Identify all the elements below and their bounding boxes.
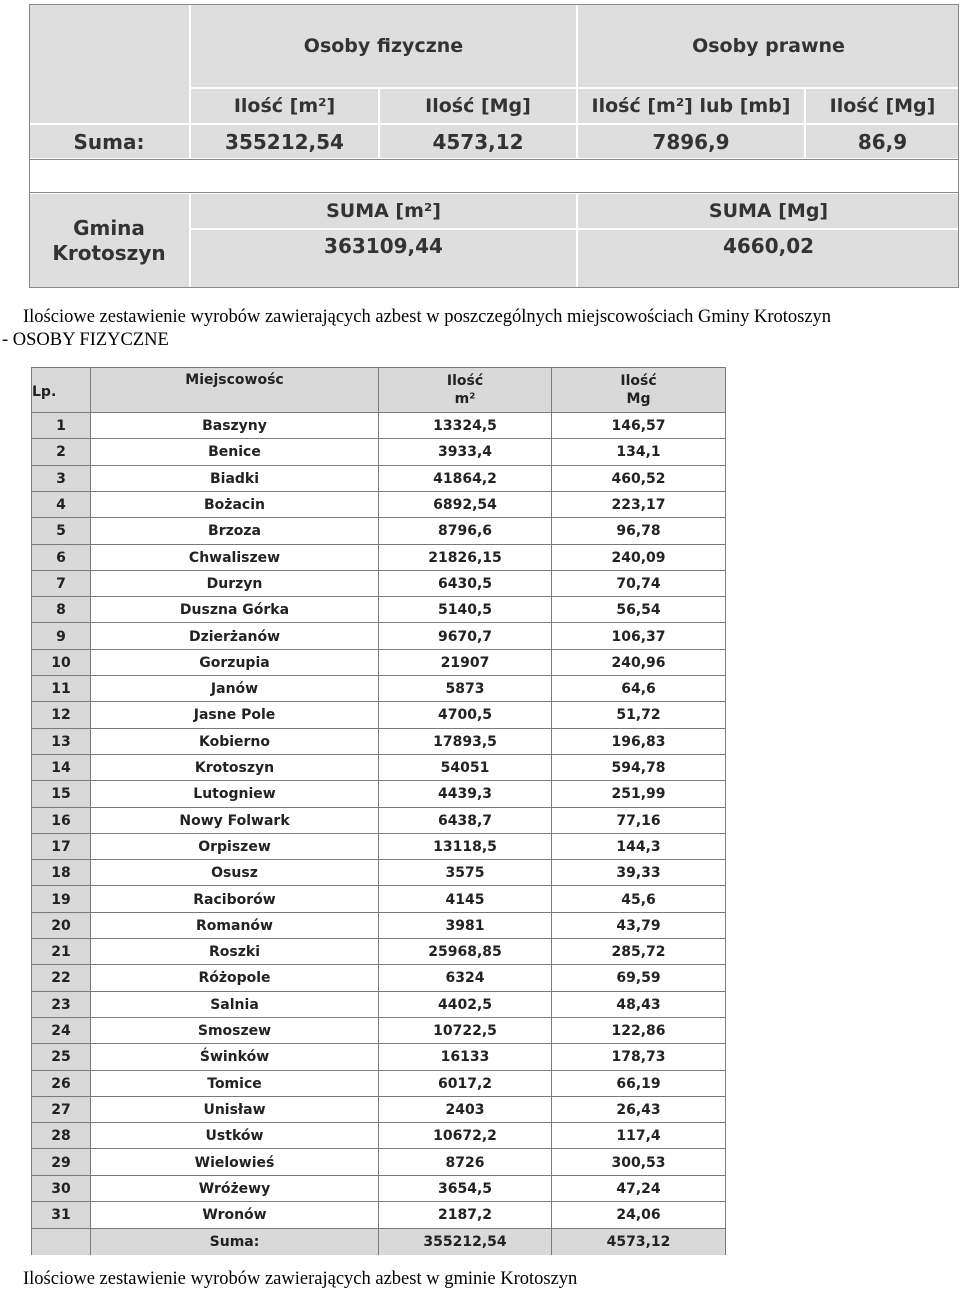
caption-bottom: Ilościowe zestawienie wyrobów zawierających azbest w gminie Krotoszyn <box>23 1269 578 1289</box>
row-locality: Tomice <box>91 1071 379 1097</box>
row-lp: 7 <box>32 571 91 597</box>
table-row <box>32 1201 725 1228</box>
row-locality: Bożacin <box>91 492 379 518</box>
row-lp: 30 <box>32 1176 91 1202</box>
table-row <box>32 596 725 623</box>
row-m2: 6324 <box>379 965 552 991</box>
row-lp: 28 <box>32 1123 91 1149</box>
table-row <box>32 544 725 571</box>
row-lp: 12 <box>32 702 91 728</box>
header-m2 <box>379 368 552 412</box>
row-mg: 48,43 <box>616 996 661 1013</box>
row-locality: Roszki <box>91 939 379 965</box>
row-m2: 6430,5 <box>379 571 552 597</box>
row-locality: Różopole <box>91 965 379 991</box>
table-row <box>32 1148 725 1175</box>
row-m2: 3933,4 <box>379 439 552 465</box>
row-mg: 223,17 <box>611 497 666 514</box>
row-m2: 54051 <box>379 755 552 781</box>
row-lp: 21 <box>32 939 91 965</box>
row-mg: 39,33 <box>616 865 661 882</box>
summary-corner <box>29 4 189 123</box>
row-mg: 285,72 <box>611 944 666 961</box>
table-row <box>32 1122 725 1149</box>
row-locality: Benice <box>91 439 379 465</box>
row-m2: 6438,7 <box>379 808 552 834</box>
row-mg: 146,57 <box>611 418 666 435</box>
col-header-m2-pr: Ilość [m²] lub [mb] <box>578 89 804 123</box>
row-lp: 2 <box>32 439 91 465</box>
row-mg: 122,86 <box>611 1023 666 1040</box>
row-locality: Biadki <box>91 466 379 492</box>
row-m2: 3575 <box>379 860 552 886</box>
header-mg <box>552 368 725 412</box>
row-lp: 5 <box>32 518 91 544</box>
sum-value-mg-pr: 86,9 <box>806 125 959 158</box>
row-lp: 6 <box>32 545 91 571</box>
total-header-m2: SUMA [m²] <box>191 194 576 228</box>
row-lp: 19 <box>32 886 91 912</box>
row-lp: 27 <box>32 1097 91 1123</box>
row-mg: 251,99 <box>611 786 666 803</box>
row-m2: 21826,15 <box>379 545 552 571</box>
total-value-mg: 4660,02 <box>578 230 959 288</box>
row-locality: Świnków <box>91 1044 379 1070</box>
row-mg: 70,74 <box>616 575 661 592</box>
row-locality: Gorzupia <box>91 650 379 676</box>
row-lp: 22 <box>32 965 91 991</box>
table-row <box>32 938 725 965</box>
row-lp: 3 <box>32 466 91 492</box>
row-locality: Jasne Pole <box>91 702 379 728</box>
row-mg: 26,43 <box>616 1101 661 1118</box>
row-m2: 3654,5 <box>379 1176 552 1202</box>
table-row <box>32 1175 725 1202</box>
row-locality: Baszyny <box>91 413 379 439</box>
sum-value-mg-fiz: 4573,12 <box>380 125 576 158</box>
group-header-prawne: Osoby prawne <box>578 4 959 87</box>
row-locality: Raciborów <box>91 886 379 912</box>
row-locality: Nowy Folwark <box>91 808 379 834</box>
table-row <box>32 570 725 597</box>
row-locality: Wronów <box>91 1202 379 1228</box>
row-mg: 460,52 <box>611 470 666 487</box>
row-m2: 5873 <box>379 676 552 702</box>
row-mg: 66,19 <box>616 1075 661 1092</box>
row-lp: 15 <box>32 781 91 807</box>
row-mg: 77,16 <box>616 812 661 829</box>
localities-table <box>31 367 726 1255</box>
row-m2: 17893,5 <box>379 729 552 755</box>
row-lp: 24 <box>32 1018 91 1044</box>
row-locality: Orpiszew <box>91 834 379 860</box>
table-row <box>32 807 725 834</box>
row-lp: 18 <box>32 860 91 886</box>
header-m2-line2: m² <box>454 391 476 407</box>
gmina-label <box>29 194 189 288</box>
row-locality: Janów <box>91 676 379 702</box>
row-locality: Smoszew <box>91 1018 379 1044</box>
row-lp: 16 <box>32 808 91 834</box>
table-row <box>32 1017 725 1044</box>
total-header-mg: SUMA [Mg] <box>578 194 959 228</box>
row-locality: Lutogniew <box>91 781 379 807</box>
caption-title-line1: Ilościowe zestawienie wyrobów zawierających azbest w poszczególnych miejscowościach Gminy Krotoszyn <box>23 307 832 327</box>
total-value-m2: 363109,44 <box>191 230 576 288</box>
row-mg: 51,72 <box>616 707 661 724</box>
row-locality: Romanów <box>91 913 379 939</box>
row-m2: 4402,5 <box>379 992 552 1018</box>
blank-separator-row <box>29 159 959 193</box>
col-header-m2-fiz: Ilość [m²] <box>191 89 378 123</box>
footer-m2: 355212,54 <box>379 1229 552 1255</box>
table-row <box>32 1043 725 1070</box>
table-row <box>32 438 725 465</box>
table-row <box>32 491 725 518</box>
sum-value-m2-fiz: 355212,54 <box>191 125 378 158</box>
gmina-label-line1: Gmina <box>73 216 145 240</box>
row-m2: 8796,6 <box>379 518 552 544</box>
row-m2: 2403 <box>379 1097 552 1123</box>
table-row <box>32 412 725 439</box>
row-mg: 56,54 <box>616 602 661 619</box>
row-lp: 31 <box>32 1202 91 1228</box>
row-m2: 4700,5 <box>379 702 552 728</box>
table-row <box>32 912 725 939</box>
row-mg: 240,09 <box>611 549 666 566</box>
row-locality: Krotoszyn <box>91 755 379 781</box>
table-row <box>32 675 725 702</box>
header-miejscowosc-text: Miejscowośc <box>185 372 284 388</box>
row-mg: 144,3 <box>616 838 661 855</box>
table-row <box>32 964 725 991</box>
row-lp: 14 <box>32 755 91 781</box>
row-lp: 29 <box>32 1149 91 1175</box>
row-m2: 5140,5 <box>379 597 552 623</box>
row-m2: 21907 <box>379 650 552 676</box>
header-lp <box>32 368 91 412</box>
row-locality: Kobierno <box>91 729 379 755</box>
row-m2: 4439,3 <box>379 781 552 807</box>
row-m2: 6017,2 <box>379 1071 552 1097</box>
gmina-label-line2: Krotoszyn <box>52 241 166 265</box>
row-locality: Dzierżanów <box>91 623 379 649</box>
table-row <box>32 701 725 728</box>
row-locality: Durzyn <box>91 571 379 597</box>
row-mg: 196,83 <box>611 733 666 750</box>
row-mg: 45,6 <box>621 891 656 908</box>
sum-value-m2-pr: 7896,9 <box>578 125 804 158</box>
sum-label: Suma: <box>29 125 189 158</box>
table-row <box>32 885 725 912</box>
row-lp: 10 <box>32 650 91 676</box>
footer-mg: 4573,12 <box>552 1229 725 1255</box>
row-lp: 4 <box>32 492 91 518</box>
row-m2: 10722,5 <box>379 1018 552 1044</box>
group-header-fizyczne: Osoby fizyczne <box>191 4 576 87</box>
row-locality: Wielowieś <box>91 1149 379 1175</box>
row-m2: 8726 <box>379 1149 552 1175</box>
row-lp: 25 <box>32 1044 91 1070</box>
row-mg: 240,96 <box>611 654 666 671</box>
table-row <box>32 833 725 860</box>
col-header-mg-fiz: Ilość [Mg] <box>380 89 576 123</box>
col-header-mg-pr: Ilość [Mg] <box>806 89 959 123</box>
row-m2: 25968,85 <box>379 939 552 965</box>
table-row <box>32 622 725 649</box>
caption-title-line2: - OSOBY FIZYCZNE <box>2 330 169 350</box>
table-row <box>32 649 725 676</box>
row-locality: Duszna Górka <box>91 597 379 623</box>
row-mg: 178,73 <box>611 1049 666 1066</box>
row-mg: 300,53 <box>611 1154 666 1171</box>
row-locality: Salnia <box>91 992 379 1018</box>
header-m2-line1: Ilość <box>446 373 484 389</box>
row-lp: 13 <box>32 729 91 755</box>
row-lp: 23 <box>32 992 91 1018</box>
row-locality: Osusz <box>91 860 379 886</box>
summary-table <box>29 4 959 288</box>
table-row <box>32 991 725 1018</box>
row-m2: 3981 <box>379 913 552 939</box>
row-locality: Wróżewy <box>91 1176 379 1202</box>
row-mg: 47,24 <box>616 1180 661 1197</box>
row-mg: 106,37 <box>611 628 666 645</box>
row-lp: 20 <box>32 913 91 939</box>
table-row <box>32 465 725 492</box>
row-mg: 43,79 <box>616 917 661 934</box>
header-miejscowosc <box>91 368 379 412</box>
row-lp: 8 <box>32 597 91 623</box>
row-m2: 9670,7 <box>379 623 552 649</box>
row-mg: 96,78 <box>616 523 661 540</box>
row-mg: 69,59 <box>616 970 661 987</box>
header-lp-text: Lp. <box>32 383 57 400</box>
row-m2: 2187,2 <box>379 1202 552 1228</box>
row-lp: 9 <box>32 623 91 649</box>
table-row <box>32 1070 725 1097</box>
row-m2: 6892,54 <box>379 492 552 518</box>
header-mg-line1: Ilość <box>620 373 657 389</box>
row-mg: 594,78 <box>611 760 666 777</box>
row-mg: 134,1 <box>616 444 661 461</box>
row-m2: 13324,5 <box>379 413 552 439</box>
row-locality: Chwaliszew <box>91 545 379 571</box>
row-m2: 13118,5 <box>379 834 552 860</box>
row-lp: 26 <box>32 1071 91 1097</box>
table-row <box>32 859 725 886</box>
table-row <box>32 1096 725 1123</box>
row-locality: Brzoza <box>91 518 379 544</box>
row-m2: 16133 <box>379 1044 552 1070</box>
row-lp: 1 <box>32 413 91 439</box>
row-lp: 11 <box>32 676 91 702</box>
table-row <box>32 728 725 755</box>
table-row <box>32 517 725 544</box>
footer-lp-cell <box>32 1229 91 1255</box>
row-m2: 41864,2 <box>379 466 552 492</box>
row-locality: Ustków <box>91 1123 379 1149</box>
table-row <box>32 780 725 807</box>
table-header-row <box>32 368 725 412</box>
header-mg-line2: Mg <box>626 391 651 407</box>
row-lp: 17 <box>32 834 91 860</box>
row-m2: 10672,2 <box>379 1123 552 1149</box>
table-footer-row <box>32 1228 725 1255</box>
footer-label: Suma: <box>91 1229 379 1255</box>
table-row <box>32 754 725 781</box>
row-mg: 64,6 <box>621 681 656 698</box>
row-m2: 4145 <box>379 886 552 912</box>
row-locality: Unisław <box>91 1097 379 1123</box>
row-mg: 24,06 <box>616 1207 661 1224</box>
row-mg: 117,4 <box>616 1128 661 1145</box>
